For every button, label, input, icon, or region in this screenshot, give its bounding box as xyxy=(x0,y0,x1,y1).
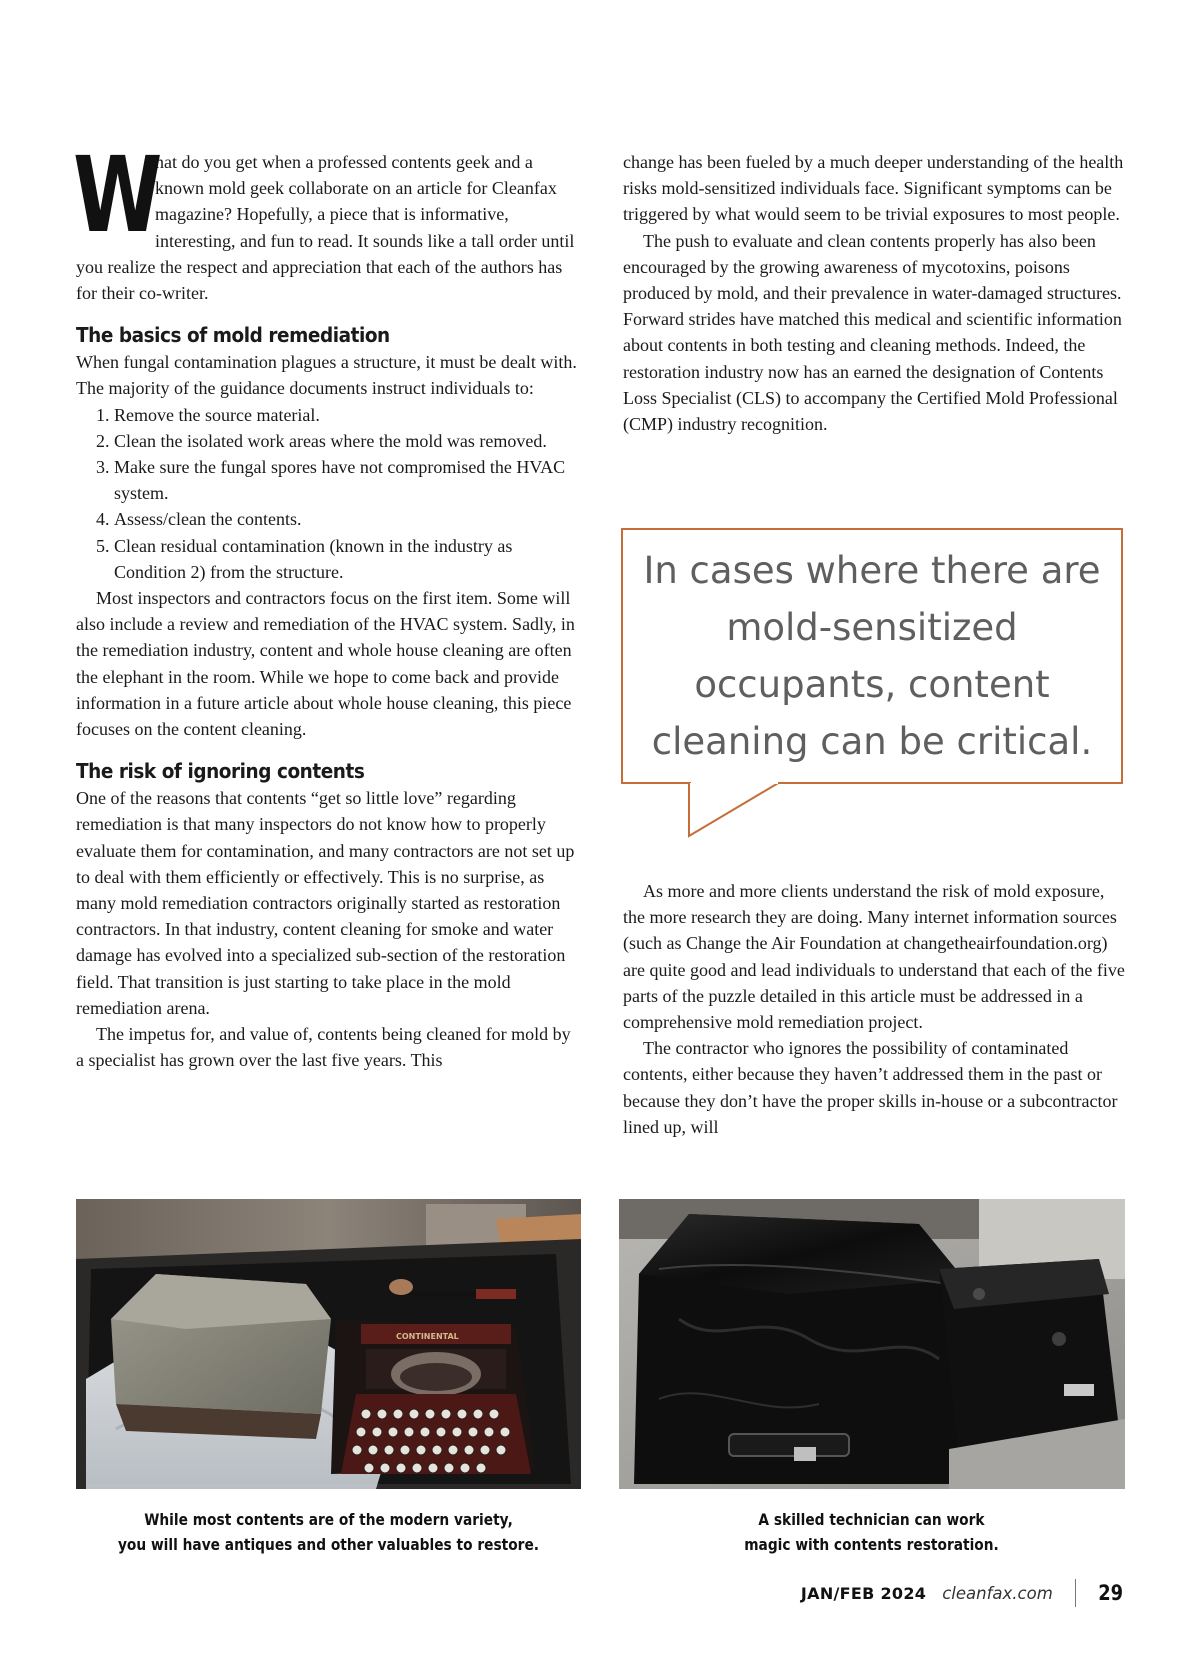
pull-quote-box xyxy=(621,528,1123,784)
site-link[interactable]: cleanfax.com xyxy=(942,1583,1053,1603)
list-item: 2. Clean the isolated work areas where the mold was removed. xyxy=(114,428,581,454)
section-heading-risk: The risk of ignoring contents xyxy=(76,759,365,784)
pull-quote-text: In cases where there are mold-sensitized occupants, content cleaning can be critical. xyxy=(643,549,1101,763)
page-footer xyxy=(801,1578,1125,1608)
article-left-column xyxy=(73,134,581,1074)
issue-date: JAN/FEB 2024 xyxy=(800,1583,927,1603)
typewriter-illustration xyxy=(76,1199,581,1489)
caption-line: you will have antiques and other valuables to restore. xyxy=(117,1535,540,1554)
risk-paragraph-1: One of the reasons that contents “get so little love” regarding remediation is that many inspectors do not know how to properly evaluate them for contamination, and many contractors are not set up to deal with them efficiently or effectively. This is no surprise, as many mold remediation contractors originally started as restoration contractors. In that industry, content cleaning for smoke and water damage has evolved into a specialized sub-section of the restoration field. That transition is just starting to take place in the mold remediation arena. xyxy=(76,788,575,1018)
basics-paragraph-1: When fungal contamination plagues a structure, it must be dealt with. The majority of the guidance documents instruct individuals to: xyxy=(76,352,577,399)
list-item: 5. Clean residual contamination (known in the industry as Condition 2) from the structure. xyxy=(114,533,581,585)
caption-line: While most contents are of the modern variety, xyxy=(144,1510,513,1529)
page-number: 29 xyxy=(1097,1581,1123,1605)
list-item: 4. Assess/clean the contents. xyxy=(114,506,581,532)
article-right-column-top xyxy=(623,149,1128,437)
intro-paragraph xyxy=(73,134,581,306)
risk-paragraph-2: The impetus for, and value of, contents being cleaned for mold by a specialist has grown over the last five years. This xyxy=(76,1024,571,1071)
right-paragraph-3: As more and more clients understand the risk of mold exposure, the more research they are doing. Many internet information sources (such as Change the Air Foundation at changetheairfoundation.org) are quite good and lead individuals to understand that each of the five parts of the puzzle detailed in this article must be addressed in a comprehensive mold remediation project. xyxy=(623,881,1125,1033)
footer-divider xyxy=(1075,1579,1076,1607)
photo-caption-left xyxy=(111,1507,545,1557)
typewriter-brand-label: CONTINENTAL xyxy=(396,1332,459,1341)
photo-antique-typewriter xyxy=(76,1199,581,1489)
basics-paragraph-2: Most inspectors and contractors focus on the first item. Some will also include a review and remediation of the HVAC system. Sadly, in the remediation industry, content and whole house cleaning are often the elephant in the room. While we hope to come back and provide information in a future article about whole house cleaning, this piece focuses on the content cleaning. xyxy=(76,588,575,740)
right-paragraph-2: The push to evaluate and clean contents properly has also been encouraged by the growing awareness of mycotoxins, poisons produced by mold, and their prevalence in water-damaged structures. Forward strides have matched this medical and scientific information about contents in both testing and cleaning methods. Indeed, the restoration industry now has an earned the designation of Contents Loss Specialist (CLS) to accompany the Certified Mold Professional (CMP) industry recognition. xyxy=(623,230,1122,435)
article-right-column-bottom xyxy=(623,878,1128,1140)
list-item: 3. Make sure the fungal spores have not compromised the HVAC system. xyxy=(114,454,581,506)
right-paragraph-4: The contractor who ignores the possibility of contaminated contents, either because they haven’t addressed them in the past or because they don’t have the proper skills in-house or a subcontractor lined up, will xyxy=(623,1038,1118,1137)
photo-restored-case xyxy=(619,1199,1125,1489)
case-illustration xyxy=(619,1199,1125,1489)
intro-text: hat do you get when a professed contents geek and a known mold geek collaborate on an article for Cleanfax magazine? Hopefully, a piece that is informative, interesting, and fun to read. It sounds like a tall order until you realize the respect and appreciation that each of the authors has for their co-writer. xyxy=(76,152,575,304)
photo-caption-right xyxy=(654,1507,1088,1557)
right-paragraph-1: change has been fueled by a much deeper understanding of the health risks mold-sensitized individuals face. Significant symptoms can be triggered by what would seem to be trivial exposures to most people. xyxy=(623,152,1124,225)
remediation-steps-list xyxy=(76,402,581,585)
list-item: 1. Remove the source material. xyxy=(114,402,581,428)
caption-line: A skilled technician can work xyxy=(758,1510,985,1529)
section-heading-basics: The basics of mold remediation xyxy=(76,323,390,348)
speech-bubble-tail xyxy=(688,782,798,838)
caption-line: magic with contents restoration. xyxy=(744,1535,999,1554)
drop-cap: W xyxy=(73,134,163,256)
